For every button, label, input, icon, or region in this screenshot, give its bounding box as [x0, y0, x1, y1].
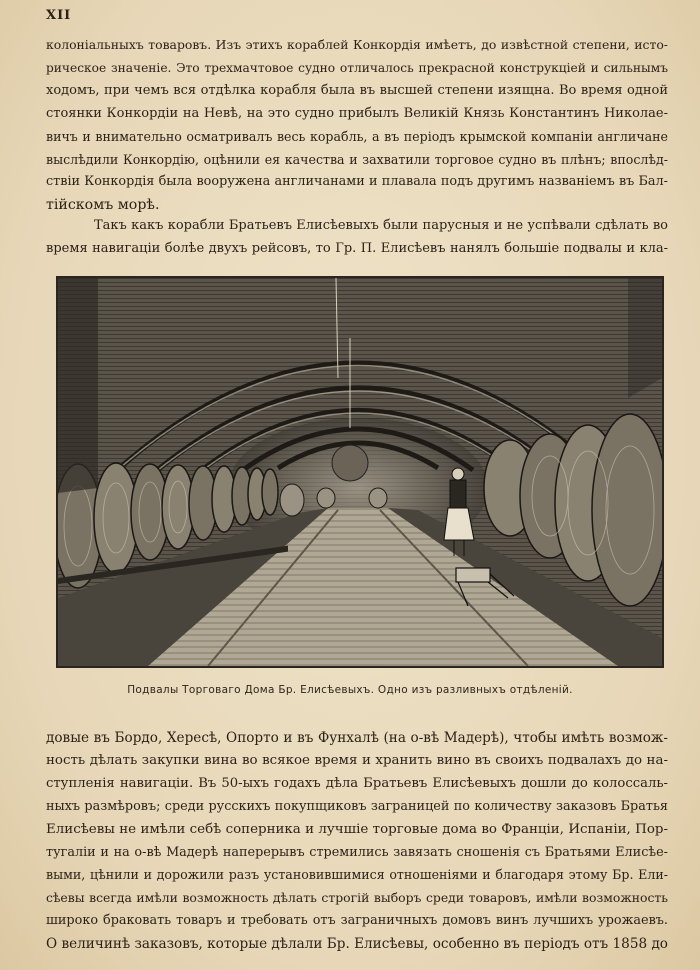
- wine-cellar-engraving: [56, 276, 664, 668]
- figure-caption: Подвалы Торговаго Дома Бр. Елисѣевыхъ. Одно изъ разливныхъ отдѣленій.: [127, 684, 573, 696]
- text-line: сѣевы всегда имѣли возможность дѣлать строгій выборъ среди товаровъ, имѣли возможность: [46, 890, 668, 906]
- page-number: XII: [46, 8, 72, 23]
- text-line: Елисѣевы не имѣли себѣ соперника и лучшіе торговые дома во Франціи, Испаніи, Пор-: [46, 821, 668, 837]
- text-line: выми, цѣнили и дорожили разъ установившимися отношеніями и благодаря этому Бр. Ели-: [46, 867, 668, 883]
- text-line: вичъ и внимательно осматривалъ весь корабль, а въ періодъ крымской компаніи англичане: [46, 128, 668, 144]
- text-line: Такъ какъ корабли Братьевъ Елисѣевыхъ были парусныя и не успѣвали сдѣлать во: [94, 218, 668, 233]
- paragraph-warehouses: [46, 727, 668, 956]
- text-line: ствіи Конкордія была вооружена англичанами и плавала подъ другимъ названіемъ въ Бал-: [46, 174, 668, 190]
- text-line: рическое значеніе. Это трехмачтовое судно отличалось прекрасной конструкціей и сильнымъ: [46, 60, 668, 75]
- paragraph-concordia: [46, 34, 668, 217]
- text-line: ходомъ, при чемъ вся отдѣлка корабля была въ высшей степени изящна. Во время одной: [46, 82, 668, 98]
- text-line: тугаліи и на о-вѣ Мадерѣ наперерывъ стремились завязать сношенія съ Братьями Елисѣе-: [46, 844, 668, 860]
- text-line: ныхъ размѣровъ; среди русскихъ покупщиковъ заграницей по количеству заказовъ Братья: [46, 798, 668, 814]
- text-line: стоянки Конкордіи на Невѣ, на это судно прибылъ Великій Князь Константинъ Николае-: [46, 105, 668, 121]
- text-line: широко браковать товаръ и требовать отъ заграничныхъ домовъ винъ лучшихъ урожаевъ.: [46, 913, 668, 929]
- text-line: ность дѣлать закупки вина во всякое время и хранить вино въ своихъ подвалахъ до на-: [46, 752, 668, 768]
- text-line: тійскомъ морѣ.: [46, 197, 160, 214]
- text-line: время навигаціи болѣе двухъ рейсовъ, то Гр. П. Елисѣевъ нанялъ большіе подвалы и кла-: [46, 240, 668, 256]
- text-line: выслѣдили Конкордію, оцѣнили ея качества и захватили торговое судно въ плѣнъ; впослѣд-: [46, 151, 668, 167]
- text-line: довые въ Бордо, Хересѣ, Опорто и въ Фунхалѣ (на о-вѣ Мадерѣ), чтобы имѣть возмож-: [46, 730, 668, 746]
- text-line: ступленія навигаціи. Въ 50-ыхъ годахъ дѣла Братьевъ Елисѣевыхъ дошли до колоссаль-: [46, 775, 668, 791]
- text-line: колоніальныхъ товаровъ. Изъ этихъ кораблей Конкордія имѣетъ, до извѣстной степени, исто-: [46, 37, 668, 52]
- text-line: О величинѣ заказовъ, которые дѣлали Бр. Елисѣевы, особенно въ періодъ отъ 1858 до: [46, 936, 668, 953]
- paragraph-navigation: [46, 215, 668, 261]
